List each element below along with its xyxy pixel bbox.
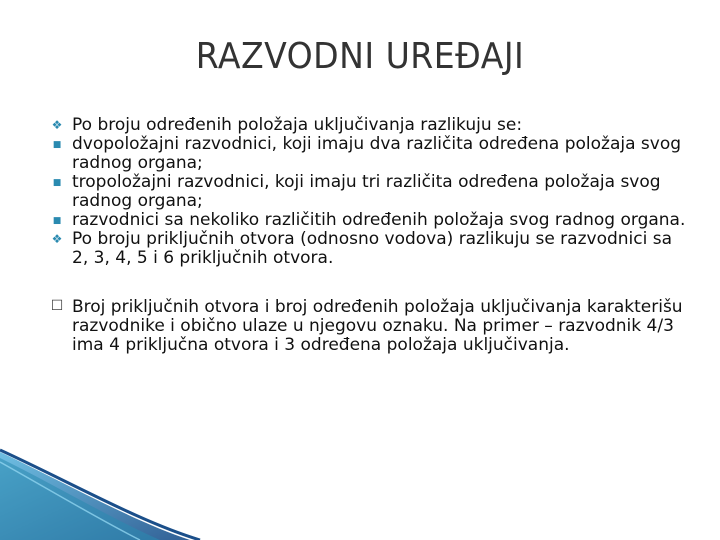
list-item [48,135,688,173]
list-item-text: Po broju određenih položaja uključivanja razlikuju se: [72,115,523,135]
decorative-corner-swoosh [0,440,720,540]
square-icon: ■ [52,216,62,226]
list-item-text: razvodnici sa nekoliko različitih određenih položaja svog radnog organa. [72,210,686,230]
list-item-text: Po broju priključnih otvora (odnosno vodova) razlikuju se razvodnici sa 2, 3, 4, 5 i 6 priključnih otvora. [72,229,673,268]
slide-title: RAZVODNI UREĐAJI [195,36,525,77]
list-item [48,230,688,268]
list-item [48,116,688,135]
empty-box-icon: ☐ [50,298,64,314]
list-item [48,173,688,211]
square-icon: ■ [52,178,62,188]
v-diamond-icon: ❖ [51,118,63,132]
v-diamond-icon: ❖ [51,232,63,246]
list-item-text: dvopoložajni razvodnici, koji imaju dva različita određena položaja svog radnog organa; [72,134,682,173]
list-item-text: Broj priključnih otvora i broj određenih položaja uključivanja karakterišu razvodnike i obično ulaze u njegovu oznaku. Na primer – razvodnik 4/3 ima 4 priključna otvora i 3 određena položaja uključivanja. [72,297,683,355]
square-icon: ■ [52,140,62,150]
list-item [48,211,688,230]
list-item [48,298,688,355]
bullet-list [48,116,688,355]
list-item-text: tropoložajni razvodnici, koji imaju tri različita određena položaja svog radnog organa; [72,172,661,211]
